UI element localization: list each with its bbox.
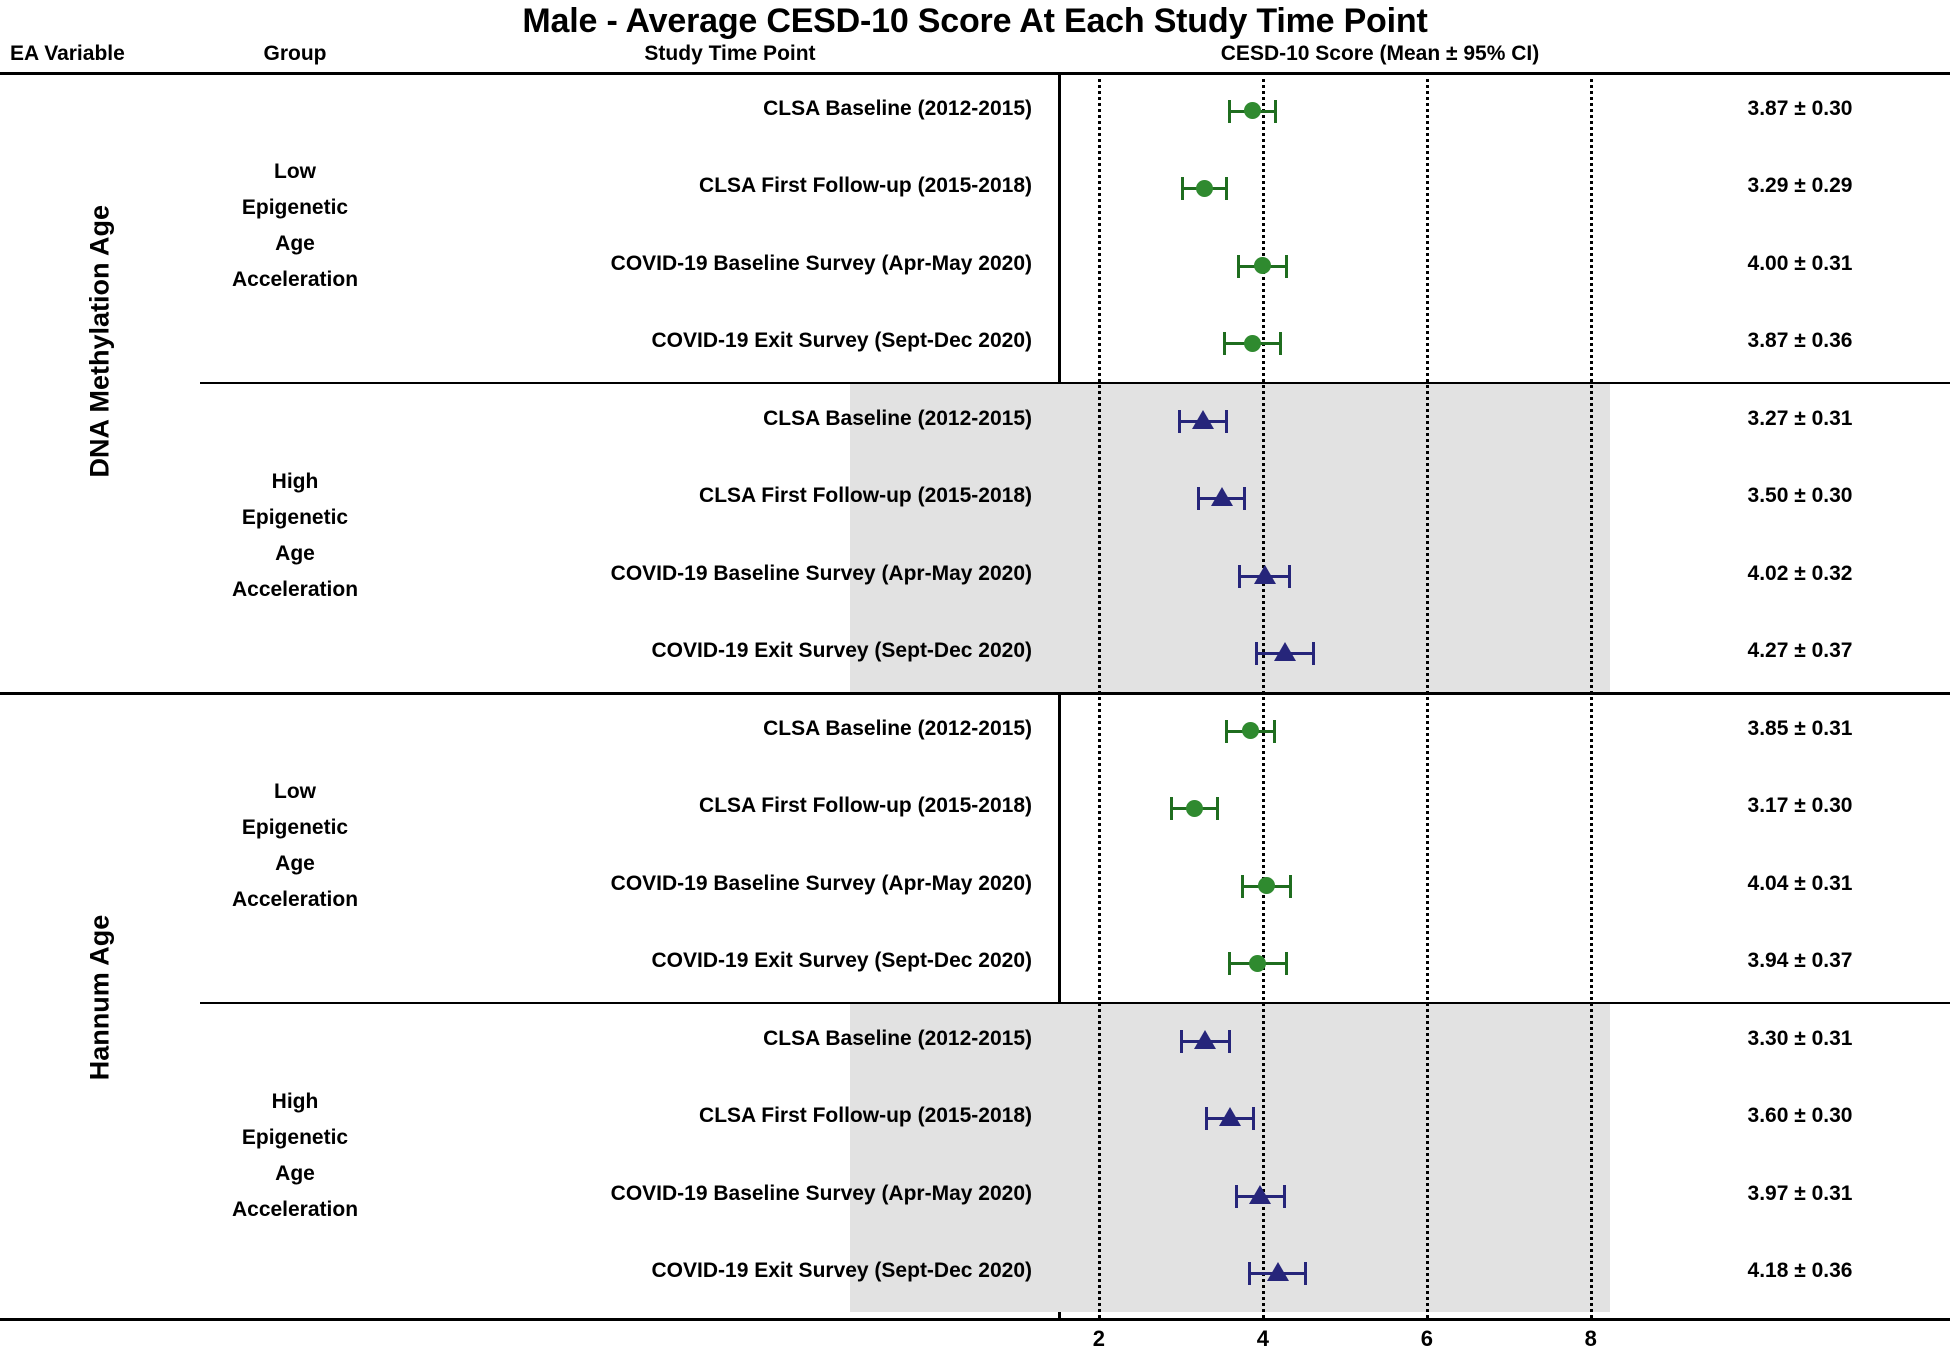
data-point-circle — [1244, 102, 1261, 119]
confidence-interval-cap-high — [1243, 487, 1246, 510]
data-point-circle — [1254, 257, 1271, 274]
data-point-triangle — [1267, 1262, 1289, 1281]
confidence-interval-cap-low — [1197, 487, 1200, 510]
page-title: Male - Average CESD-10 Score At Each Study Time Point — [522, 2, 1428, 40]
group-label — [185, 464, 405, 608]
table-bottom-rule — [0, 1318, 1950, 1321]
confidence-interval-cap-low — [1181, 177, 1184, 200]
data-point-circle — [1242, 722, 1259, 739]
x-axis-tick-4: 4 — [1256, 1326, 1269, 1351]
confidence-interval-cap-high — [1228, 1030, 1231, 1053]
score-value: 3.29 ± 0.29 — [1747, 174, 1853, 198]
group-label-line: Age — [275, 852, 315, 876]
score-value: 3.60 ± 0.30 — [1747, 1104, 1853, 1128]
x-axis-tick-8: 8 — [1584, 1326, 1597, 1351]
data-point-circle — [1196, 180, 1213, 197]
study-time-point-label: CLSA Baseline (2012-2015) — [763, 96, 1032, 120]
confidence-interval-cap-high — [1285, 952, 1288, 975]
score-value: 3.85 ± 0.31 — [1747, 716, 1853, 740]
confidence-interval-cap-high — [1274, 100, 1277, 123]
column-header-ea-variable: EA Variable — [10, 42, 125, 65]
confidence-interval-cap-low — [1223, 332, 1226, 355]
group-divider — [200, 382, 1950, 384]
confidence-interval-cap-high — [1273, 720, 1276, 743]
confidence-interval-cap-high — [1288, 565, 1291, 588]
study-time-point-label: CLSA First Follow-up (2015-2018) — [699, 484, 1032, 508]
group-label-line: Acceleration — [231, 578, 359, 602]
confidence-interval-cap-high — [1225, 410, 1228, 433]
score-value: 4.04 ± 0.31 — [1747, 871, 1853, 895]
score-value: 3.17 ± 0.30 — [1747, 794, 1853, 818]
study-time-point-label: COVID-19 Exit Survey (Sept-Dec 2020) — [651, 639, 1032, 663]
confidence-interval-cap-low — [1228, 100, 1231, 123]
score-value: 4.02 ± 0.32 — [1747, 561, 1853, 585]
confidence-interval-cap-low — [1237, 255, 1240, 278]
study-time-point-label: COVID-19 Baseline Survey (Apr-May 2020) — [610, 1181, 1032, 1205]
confidence-interval-cap-high — [1285, 255, 1288, 278]
confidence-interval-cap-low — [1180, 1030, 1183, 1053]
group-label-line: Epigenetic — [241, 816, 349, 840]
group-label-line: Age — [275, 1162, 315, 1186]
data-point-circle — [1258, 877, 1275, 894]
confidence-interval-cap-high — [1289, 875, 1292, 898]
confidence-interval-cap-high — [1283, 1185, 1286, 1208]
group-label — [185, 774, 405, 918]
group-label-line: High — [271, 1090, 319, 1113]
group-label-line: Epigenetic — [241, 196, 349, 220]
confidence-interval-cap-high — [1304, 1262, 1307, 1285]
gridline-6 — [1426, 72, 1431, 1318]
confidence-interval-cap-low — [1238, 565, 1241, 588]
x-axis-tick-6: 6 — [1420, 1326, 1433, 1351]
score-value: 4.27 ± 0.37 — [1747, 639, 1853, 663]
data-point-triangle — [1249, 1185, 1271, 1204]
group-divider — [200, 1002, 1950, 1004]
confidence-interval-cap-low — [1225, 720, 1228, 743]
data-point-triangle — [1211, 487, 1233, 506]
confidence-interval-cap-high — [1312, 642, 1315, 665]
confidence-interval-cap-high — [1225, 177, 1228, 200]
study-time-point-label: CLSA First Follow-up (2015-2018) — [699, 174, 1032, 198]
score-value: 4.00 ± 0.31 — [1747, 251, 1853, 275]
group-label-line: Epigenetic — [241, 506, 349, 530]
confidence-interval-cap-low — [1205, 1107, 1208, 1130]
study-time-point-label: COVID-19 Exit Survey (Sept-Dec 2020) — [651, 949, 1032, 973]
group-label-line: Low — [274, 160, 316, 183]
data-point-circle — [1186, 800, 1203, 817]
table-top-rule — [0, 72, 1950, 75]
study-time-point-label: COVID-19 Exit Survey (Sept-Dec 2020) — [651, 1259, 1032, 1283]
study-time-point-label: CLSA Baseline (2012-2015) — [763, 406, 1032, 430]
score-value: 3.50 ± 0.30 — [1747, 484, 1853, 508]
ea-variable-label: Hannum Age — [84, 914, 115, 1081]
study-time-point-label: CLSA First Follow-up (2015-2018) — [699, 1104, 1032, 1128]
confidence-interval-cap-low — [1248, 1262, 1251, 1285]
confidence-interval-cap-low — [1241, 875, 1244, 898]
score-value: 3.94 ± 0.37 — [1747, 949, 1853, 973]
data-point-circle — [1244, 335, 1261, 352]
confidence-interval-cap-low — [1178, 410, 1181, 433]
confidence-interval-cap-low — [1255, 642, 1258, 665]
score-value: 3.30 ± 0.31 — [1747, 1026, 1853, 1050]
ea-variable-label: DNA Methylation Age — [84, 204, 115, 478]
confidence-interval-cap-low — [1170, 797, 1173, 820]
group-label-line: Acceleration — [231, 268, 359, 292]
confidence-interval-cap-low — [1235, 1185, 1238, 1208]
section-divider — [0, 692, 1950, 695]
group-label-line: Age — [275, 232, 315, 256]
confidence-interval-cap-low — [1228, 952, 1231, 975]
study-time-point-label: CLSA Baseline (2012-2015) — [763, 716, 1032, 740]
group-label-line: Low — [274, 780, 316, 803]
group-label-line: Epigenetic — [241, 1126, 349, 1150]
group-label-line: Acceleration — [231, 888, 359, 912]
data-point-triangle — [1254, 565, 1276, 584]
confidence-interval-cap-high — [1216, 797, 1219, 820]
gridline-2 — [1098, 72, 1103, 1318]
study-time-point-label: COVID-19 Baseline Survey (Apr-May 2020) — [610, 251, 1032, 275]
study-time-point-label: COVID-19 Exit Survey (Sept-Dec 2020) — [651, 329, 1032, 353]
group-label-line: High — [271, 470, 319, 493]
data-point-triangle — [1194, 1030, 1216, 1049]
group-label-line: Age — [275, 542, 315, 566]
score-value: 3.27 ± 0.31 — [1747, 406, 1853, 430]
column-header-study-time-point: Study Time Point — [644, 42, 816, 65]
data-point-triangle — [1219, 1107, 1241, 1126]
score-value: 4.18 ± 0.36 — [1747, 1259, 1853, 1283]
confidence-interval-cap-high — [1252, 1107, 1255, 1130]
group-label-line: Acceleration — [231, 1198, 359, 1222]
group-label — [185, 154, 405, 298]
study-time-point-label: COVID-19 Baseline Survey (Apr-May 2020) — [610, 561, 1032, 585]
gridline-8 — [1590, 72, 1595, 1318]
x-axis-tick-2: 2 — [1092, 1326, 1106, 1351]
study-time-point-label: COVID-19 Baseline Survey (Apr-May 2020) — [610, 871, 1032, 895]
score-value: 3.87 ± 0.30 — [1747, 96, 1853, 120]
data-point-triangle — [1192, 410, 1214, 429]
study-time-point-label: CLSA Baseline (2012-2015) — [763, 1026, 1032, 1050]
column-header-group: Group — [263, 42, 327, 65]
data-point-triangle — [1274, 642, 1296, 661]
column-header-score: CESD-10 Score (Mean ± 95% CI) — [1220, 42, 1540, 65]
score-value: 3.97 ± 0.31 — [1747, 1181, 1853, 1205]
score-value: 3.87 ± 0.36 — [1747, 329, 1853, 353]
confidence-interval-cap-high — [1279, 332, 1282, 355]
study-time-point-label: CLSA First Follow-up (2015-2018) — [699, 794, 1032, 818]
group-label — [185, 1084, 405, 1228]
